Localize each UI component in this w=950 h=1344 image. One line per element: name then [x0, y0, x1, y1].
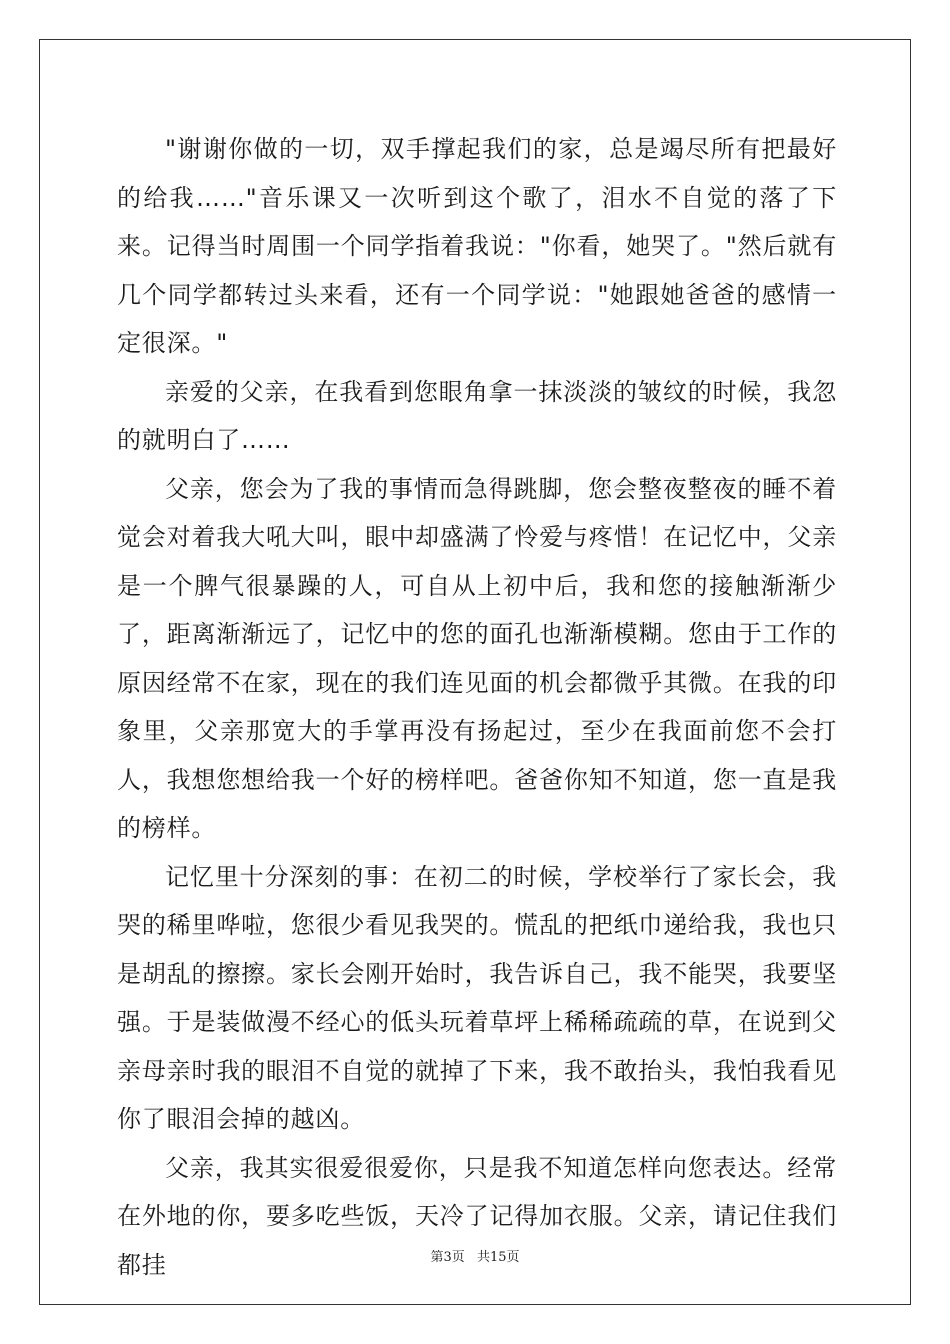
paragraph: "谢谢你做的一切，双手撑起我们的家，总是竭尽所有把最好的给我……"音乐课又一次听到这个歌了，泪水不自觉的落了下来。记得当时周围一个同学指着我说："你看，她哭了。"然后就有几个同学都转过头来看，还有一个同学说："她跟她爸爸的感情一定很深。"	[117, 135, 837, 357]
paragraph: 记忆里十分深刻的事：在初二的时候，学校举行了家长会，我哭的稀里哗啦，您很少看见我哭的。慌乱的把纸巾递给我，我也只是胡乱的擦擦。家长会刚开始时，我告诉自己，我不能哭，我要坚强。于是装做漫不经心的低头玩着草坪上稀稀疏疏的草，在说到父亲母亲时我的眼泪不自觉的就掉了下来，我不敢抬头，我怕我看见你了眼泪会掉的越凶。	[117, 862, 837, 1133]
paragraph: 父亲，您会为了我的事情而急得跳脚，您会整夜整夜的睡不着觉会对着我大吼大叫，眼中却盛满了怜爱与疼惜！在记忆中，父亲是一个脾气很暴躁的人，可自从上初中后，我和您的接触渐渐少了，距离渐渐远了，记忆中的您的面孔也渐渐模糊。您由于工作的原因经常不在家，现在的我们连见面的机会都微乎其微。在我的印象里，父亲那宽大的手掌再没有扬起过，至少在我面前您不会打人，我想您想给我一个好的榜样吧。爸爸你知不知道，您一直是我的榜样。	[117, 474, 837, 842]
page-footer	[0, 1246, 950, 1265]
page-number: 第3页	[430, 1250, 465, 1265]
paragraph: 父亲，我其实很爱很爱你，只是我不知道怎样向您表达。经常在外地的你，要多吃些饭，天冷了记得加衣服。父亲，请记住我们都挂	[117, 1153, 837, 1279]
document-body	[117, 125, 837, 1289]
paragraph: 亲爱的父亲，在我看到您眼角拿一抹淡淡的皱纹的时候，我忽的就明白了……	[117, 377, 837, 454]
total-pages: 共15页	[476, 1250, 520, 1265]
